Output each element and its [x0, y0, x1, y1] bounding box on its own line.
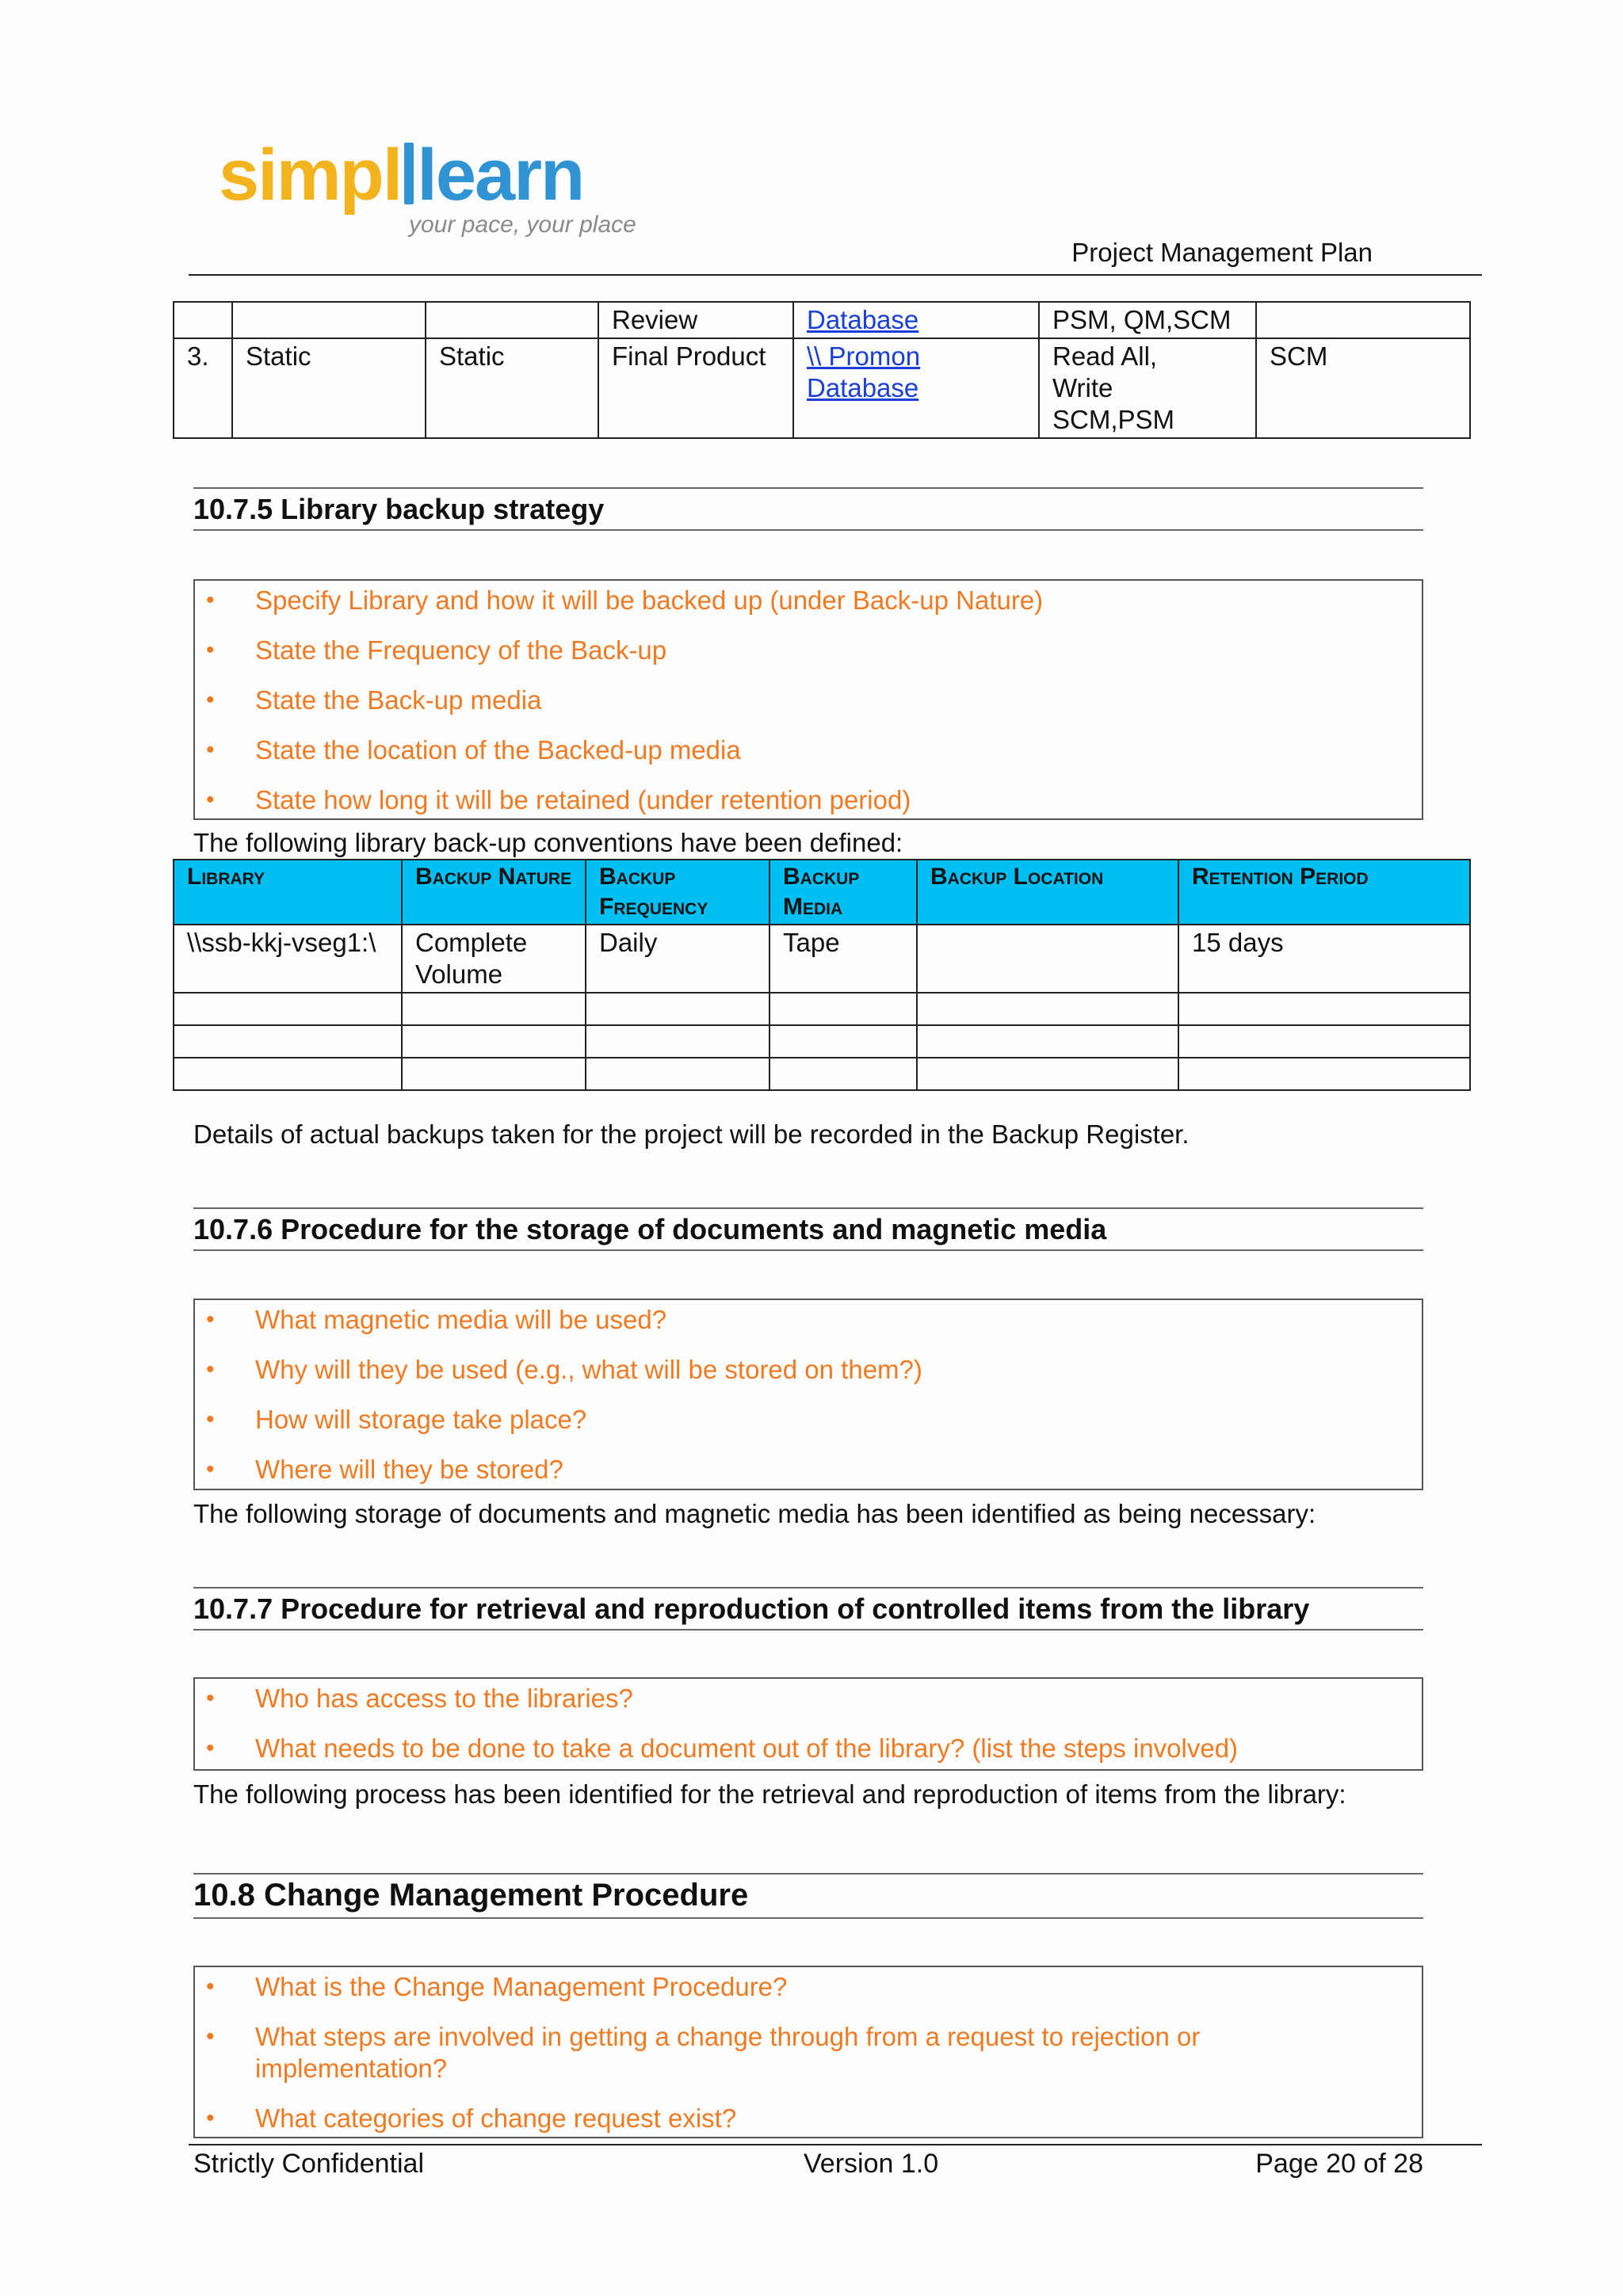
footer-confidentiality: Strictly Confidential	[193, 2149, 425, 2179]
list-item: • Who has access to the libraries?	[195, 1683, 1422, 1714]
list-item: • State how long it will be retained (under retention period)	[195, 784, 1422, 816]
footer-page-number: Page 20 of 28	[1255, 2149, 1423, 2179]
list-item: • What needs to be done to take a document out of the library? (list the steps involved)	[195, 1733, 1422, 1764]
table-header-row	[174, 860, 1470, 925]
logo-tagline: your pace, your place	[409, 212, 636, 238]
column-header: Backup Location	[917, 860, 1178, 925]
section-heading-10-7-6: 10.7.6 Procedure for the storage of documents and magnetic media	[193, 1213, 1107, 1245]
guidance-box	[193, 1299, 1423, 1490]
logo-wordmark: simpl learn	[219, 135, 584, 215]
list-item: • How will storage take place?	[195, 1404, 1422, 1436]
database-link[interactable]: Database	[807, 305, 919, 334]
header-rule	[189, 274, 1482, 276]
section-heading-10-8: 10.8 Change Management Procedure	[193, 1878, 749, 1913]
list-item: • What magnetic media will be used?	[195, 1304, 1422, 1336]
list-item: • What is the Change Management Procedure?	[195, 1971, 1422, 2003]
list-item: • Where will they be stored?	[195, 1454, 1422, 1486]
guidance-box	[193, 1966, 1423, 2138]
promon-database-link[interactable]: Database	[807, 373, 919, 402]
paragraph: The following storage of documents and magnetic media has been identified as being necessary:	[193, 1499, 1316, 1528]
table-row	[174, 993, 1470, 1025]
paragraph: The following process has been identified for the retrieval and reproduction of items from the library:	[193, 1779, 1346, 1809]
table-row: \\ssb-kkj-vseg1:\ Complete Volume Daily Tape 15 days	[174, 925, 1470, 993]
column-header: Backup Nature	[402, 860, 586, 925]
list-item: • State the location of the Backed-up media	[195, 734, 1422, 766]
backup-conventions-table	[173, 859, 1471, 1091]
column-header: Library	[174, 860, 402, 925]
guidance-box	[193, 1677, 1423, 1771]
table-row: 3. Static Static Final Product \\ Promon Database Read All, Write SCM,PSM SCM	[174, 338, 1470, 438]
section-heading-10-7-5: 10.7.5 Library backup strategy	[193, 493, 605, 525]
column-header: Backup Media	[769, 860, 917, 925]
column-header: Backup Frequency	[586, 860, 769, 925]
table-row	[174, 1058, 1470, 1090]
access-rights-table	[173, 301, 1471, 439]
promon-link[interactable]: \\ Promon	[807, 341, 921, 371]
guidance-box	[193, 579, 1423, 820]
list-item: • State the Frequency of the Back-up	[195, 635, 1422, 666]
list-item: • State the Back-up media	[195, 685, 1422, 716]
list-item: • What categories of change request exist?	[195, 2103, 1422, 2134]
footer-version: Version 1.0	[804, 2149, 939, 2179]
table-row	[174, 1025, 1470, 1058]
company-logo	[219, 135, 663, 250]
list-item: • Specify Library and how it will be backed up (under Back-up Nature)	[195, 585, 1422, 616]
column-header: Retention Period	[1178, 860, 1470, 925]
list-item: • Why will they be used (e.g., what will be stored on them?)	[195, 1354, 1422, 1386]
paragraph: Details of actual backups taken for the project will be recorded in the Backup Register.	[193, 1119, 1190, 1149]
list-item: • What steps are involved in getting a change through from a request to rejection or implementation?	[195, 2021, 1422, 2084]
paragraph: The following library back-up conventions have been defined:	[193, 828, 903, 857]
footer-rule	[189, 2144, 1482, 2145]
table-row: Review Database PSM, QM,SCM	[174, 302, 1470, 338]
document-title: Project Management Plan	[1071, 238, 1373, 267]
section-heading-10-7-7: 10.7.7 Procedure for retrieval and reproduction of controlled items from the library	[193, 1592, 1310, 1625]
